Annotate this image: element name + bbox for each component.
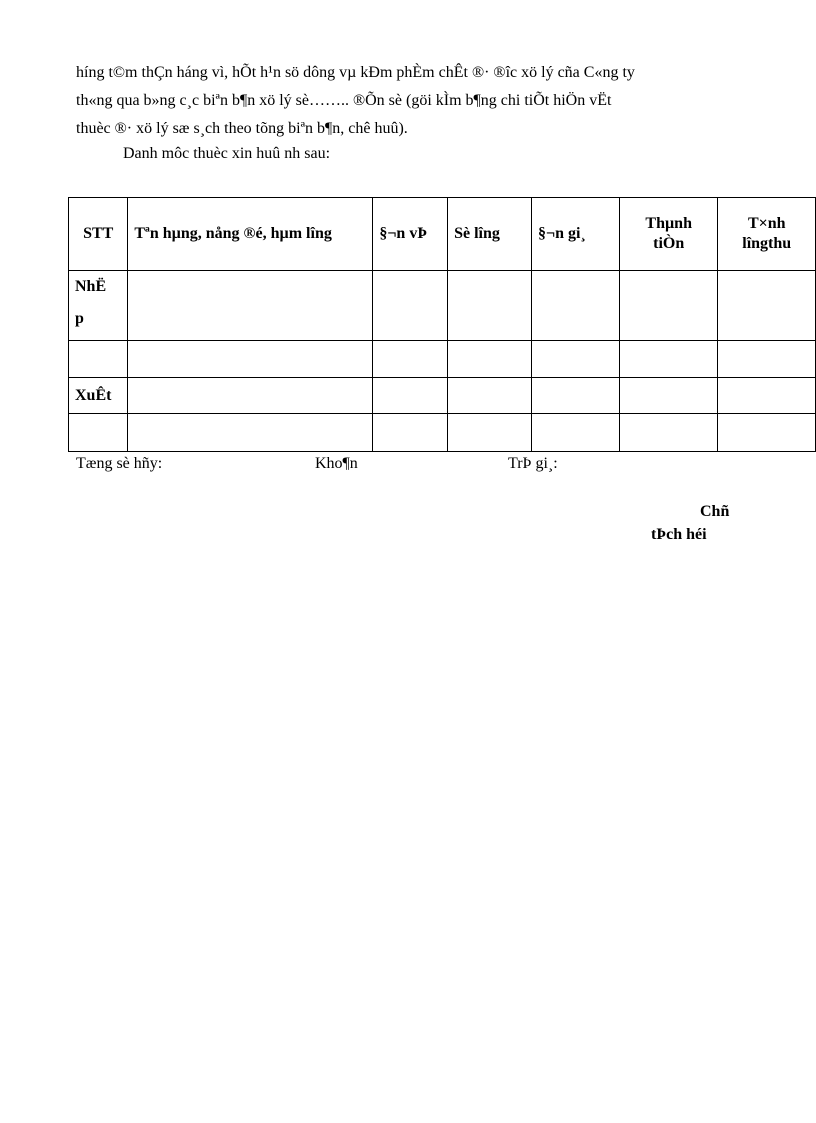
signature-line-1: Chñ [700, 503, 730, 520]
total-label: Tæng sè hñy: [76, 455, 163, 472]
paragraph-line-2: th«ng qua b»ng c¸c biªn b¶n xö lý sè…….. ®Õn sè (göi kÌm b¶ng chi tiÕt hiÖn vËt [76, 92, 612, 109]
list-intro: Danh môc thuèc xin huû nh sau: [123, 145, 331, 162]
header-name: Tªn hµng, nång ®é, hµm lîng [128, 198, 373, 271]
header-stt: STT [69, 198, 128, 271]
header-amount-line1: Thµnh [645, 215, 692, 232]
header-qty: Sè lîng [448, 198, 532, 271]
drug-disposal-table [68, 197, 816, 452]
header-reason [718, 198, 816, 271]
table-row [69, 271, 816, 341]
row-label-import [69, 271, 128, 341]
paragraph-line-3: thuèc ®· xö lý sæ s¸ch theo tõng biªn b¶n, chê huû). [76, 120, 408, 137]
value-label: TrÞ gi¸: [508, 455, 558, 472]
row-label-import-line2: p [75, 310, 84, 327]
paragraph-line-1: híng t©m thÇn háng vì, hÕt h¹n sö dông vµ kÐm phÈm chÊt ®· ®îc xö lý cña C«ng ty [76, 64, 635, 81]
header-unit: §¬n vÞ [373, 198, 448, 271]
table-row [69, 378, 816, 414]
row-label-import-line1: NhË [75, 278, 107, 295]
table-row [69, 414, 816, 452]
header-reason-line2: lîngthu [742, 235, 792, 252]
header-reason-line1: T×nh [747, 215, 786, 232]
table-row [69, 341, 816, 378]
table-header-row [69, 198, 816, 271]
signature-line-2: tÞch héi [651, 526, 707, 543]
row-label-export: XuÊt [69, 378, 128, 414]
header-amount [619, 198, 718, 271]
header-amount-line2: tiÒn [653, 235, 685, 252]
header-price: §¬n gi¸ [531, 198, 619, 271]
item-label: Kho¶n [315, 455, 358, 472]
